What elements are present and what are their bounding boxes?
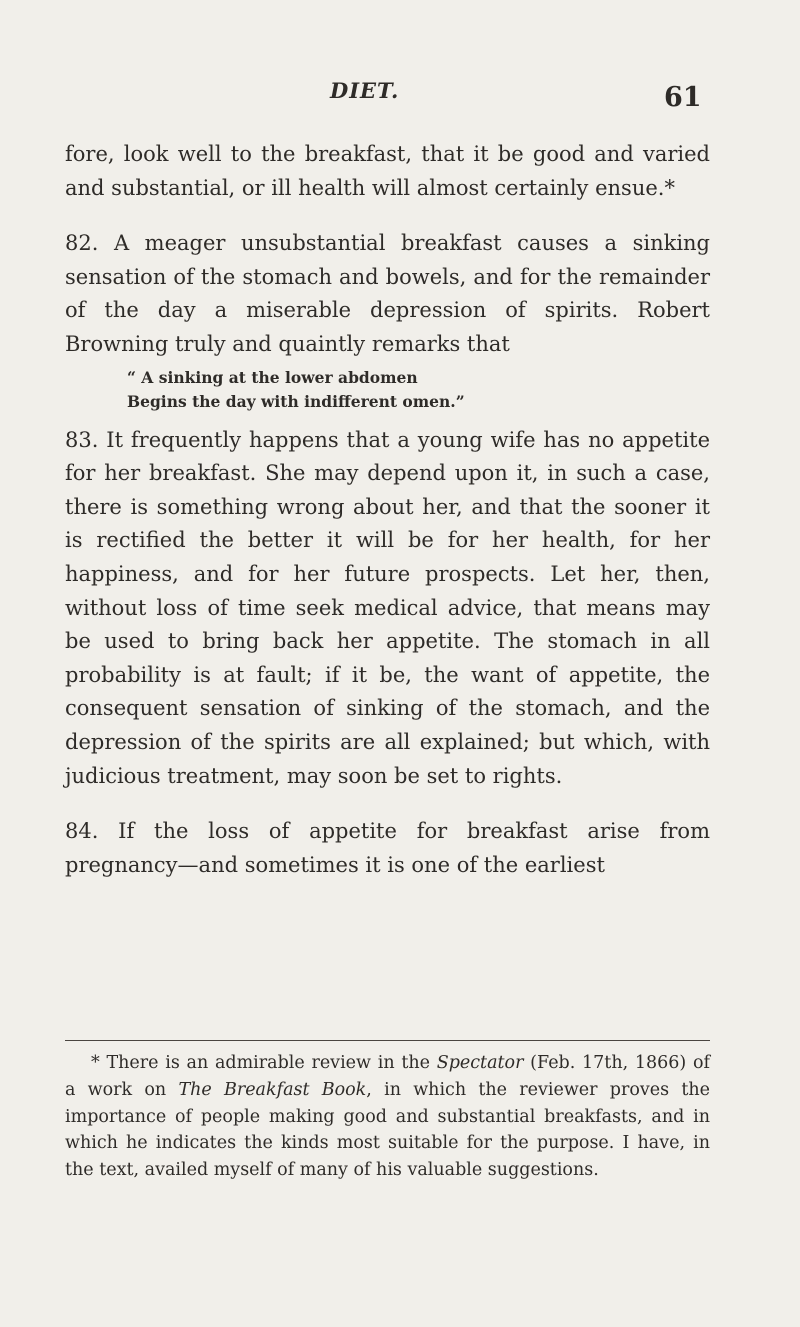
footnote-spectator: Spectator — [436, 1053, 524, 1073]
paragraph-82: 82. A meager unsubstantial breakfast causes a sinking sensation of the stomach and bowels, and for the remainder of the day a miserable depression of spirits. Robert Browning truly and quaintly remarks that — [65, 231, 710, 356]
footnote-part-2: (Feb. 17th, 1866) of a work on — [65, 1053, 710, 1100]
page-number: 61 — [664, 82, 702, 113]
footnote-rule — [65, 1040, 710, 1041]
running-head — [0, 78, 800, 114]
footnote-text — [65, 1050, 710, 1184]
footnote — [65, 1050, 710, 1184]
verse-line-1: “ A sinking at the lower abdomen — [127, 367, 418, 387]
verse-quote — [65, 366, 710, 414]
paragraph-continuation: fore, look well to the breakfast, that it be good and varied and substantial, or ill health will almost certainly ensue.* — [65, 142, 710, 200]
footnote-part-3: , in which the reviewer proves the importance of people making good and substantial breakfasts, and in which he indicates the kinds most suitable for the purpose. I have, in the text, availed myself of many of his valuable suggestions. — [65, 1079, 710, 1181]
verse-line-2: Begins the day with indifferent omen.” — [127, 391, 465, 411]
running-title: DIET. — [330, 78, 400, 103]
paragraph-83: 83. It frequently happens that a young wife has no appetite for her breakfast. She may depend upon it, in such a case, there is something wrong about her, and that the sooner it is rectified the better it will be for her health, for her happiness, and for her future prospects. Let her, then, without loss of time seek medical advice, that means may be used to bring back her appetite. The stomach in all probability is at fault; if it be, the want of appetite, the consequent sensation of sinking of the stomach, and the depression of the spirits are all explained; but which, with judicious treatment, may soon be set to rights. — [65, 427, 710, 788]
footnote-book-title: The Breakfast Book — [178, 1079, 367, 1100]
paragraph-84: 84. If the loss of appetite for breakfast arise from pregnancy—and sometimes it is one of the earliest — [65, 819, 710, 877]
footnote-part-1: * There is an admirable review in the — [91, 1053, 437, 1073]
body-text — [65, 138, 710, 882]
